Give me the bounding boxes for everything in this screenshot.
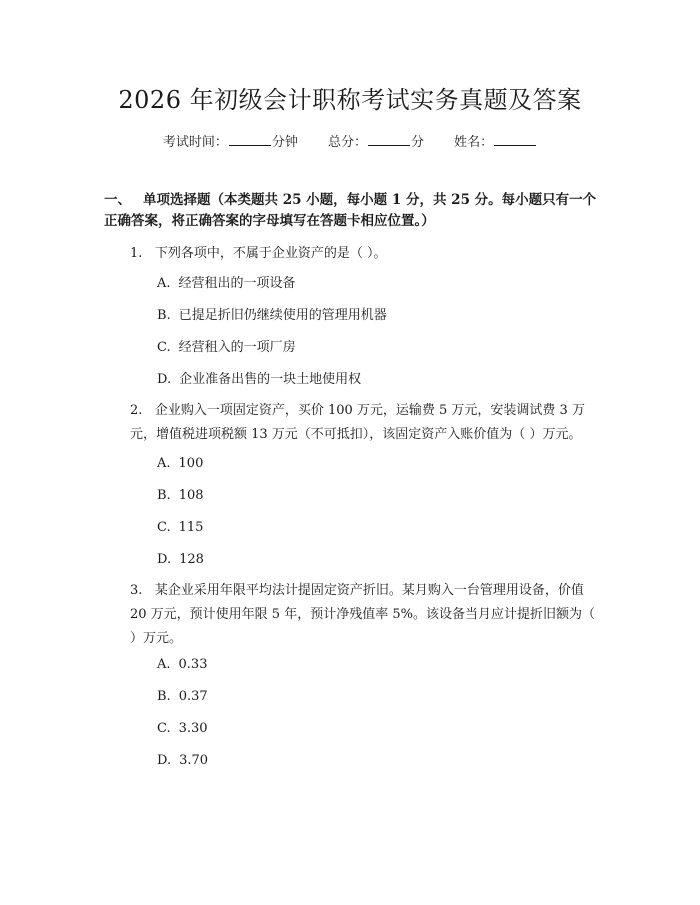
question-number: 3. bbox=[130, 583, 143, 598]
q3-option-a[interactable] bbox=[157, 656, 207, 674]
question-1 bbox=[104, 242, 600, 266]
question-number: 1. bbox=[130, 246, 143, 261]
section-instructions: 单项选择题（本类题共 25 小题，每小题 1 分，共 25 分。每小题只有一个正确答案，将正确答案的字母填写在答题卡相应位置。） bbox=[104, 192, 597, 229]
question-text: 下列各项中，不属于企业资产的是（ ）。 bbox=[154, 246, 387, 261]
question-text: 企业购入一项固定资产，买价 100 万元，运输费 5 万元，安装调试费 3 万元，增值税进项税额 13 万元（不可抵扣），该固定资产入账价值为（ ）万元。 bbox=[130, 403, 585, 442]
option-letter: A. bbox=[157, 657, 171, 672]
option-text: 3.30 bbox=[178, 721, 208, 736]
q1-option-d[interactable] bbox=[157, 371, 361, 389]
exam-time-blank[interactable] bbox=[229, 134, 271, 146]
total-score bbox=[328, 135, 428, 150]
option-text: 0.33 bbox=[178, 657, 208, 672]
option-letter: B. bbox=[157, 488, 171, 503]
q1-option-c[interactable] bbox=[157, 339, 296, 357]
question-3 bbox=[104, 579, 600, 651]
total-score-label: 总分： bbox=[327, 135, 367, 150]
q2-option-c[interactable] bbox=[157, 519, 203, 537]
q2-option-a[interactable] bbox=[157, 455, 203, 473]
option-text: 128 bbox=[179, 552, 204, 567]
section-heading bbox=[104, 190, 604, 232]
total-score-unit: 分 bbox=[411, 135, 425, 150]
option-text: 企业准备出售的一块土地使用权 bbox=[179, 372, 362, 387]
option-letter: D. bbox=[157, 552, 172, 567]
total-score-blank[interactable] bbox=[368, 134, 410, 146]
student-name bbox=[454, 135, 537, 150]
option-text: 115 bbox=[178, 520, 204, 535]
q2-option-d[interactable] bbox=[157, 551, 204, 569]
option-letter: B. bbox=[157, 689, 171, 704]
q3-option-d[interactable] bbox=[157, 752, 208, 770]
student-name-label: 姓名： bbox=[454, 135, 494, 150]
option-text: 0.37 bbox=[178, 689, 208, 704]
option-letter: B. bbox=[157, 308, 171, 323]
option-letter: D. bbox=[157, 372, 172, 387]
option-text: 100 bbox=[178, 456, 204, 471]
question-2 bbox=[104, 399, 600, 447]
option-letter: A. bbox=[157, 276, 171, 291]
question-number: 2. bbox=[130, 403, 143, 418]
option-letter: D. bbox=[157, 753, 172, 768]
page-title: 2026 年初级会计职称考试实务真题及答案 bbox=[118, 86, 582, 114]
exam-time-label: 考试时间： bbox=[162, 135, 228, 150]
q1-option-a[interactable] bbox=[157, 275, 296, 293]
option-letter: A. bbox=[157, 456, 171, 471]
option-text: 经营租出的一项设备 bbox=[178, 276, 296, 291]
option-text: 已提足折旧仍继续使用的管理用机器 bbox=[178, 308, 387, 323]
student-name-blank[interactable] bbox=[494, 134, 536, 146]
exam-time-unit: 分钟 bbox=[271, 135, 298, 150]
q3-option-c[interactable] bbox=[157, 720, 208, 738]
section-number: 一、 bbox=[104, 192, 131, 208]
q3-option-b[interactable] bbox=[157, 688, 208, 706]
option-letter: C. bbox=[157, 340, 171, 355]
exam-time bbox=[163, 135, 302, 150]
option-letter: C. bbox=[157, 721, 171, 736]
option-letter: C. bbox=[157, 520, 171, 535]
q2-option-b[interactable] bbox=[157, 487, 204, 505]
question-text: 某企业采用年限平均法计提固定资产折旧。某月购入一台管理用设备，价值 20 万元，预计使用年限 5 年，预计净残值率 5%。该设备当月应计提折旧额为（ ）万元。 bbox=[130, 583, 595, 646]
q1-option-b[interactable] bbox=[157, 307, 387, 325]
exam-meta bbox=[0, 131, 700, 150]
option-text: 3.70 bbox=[179, 753, 209, 768]
option-text: 108 bbox=[178, 488, 204, 503]
option-text: 经营租入的一项厂房 bbox=[178, 340, 296, 355]
